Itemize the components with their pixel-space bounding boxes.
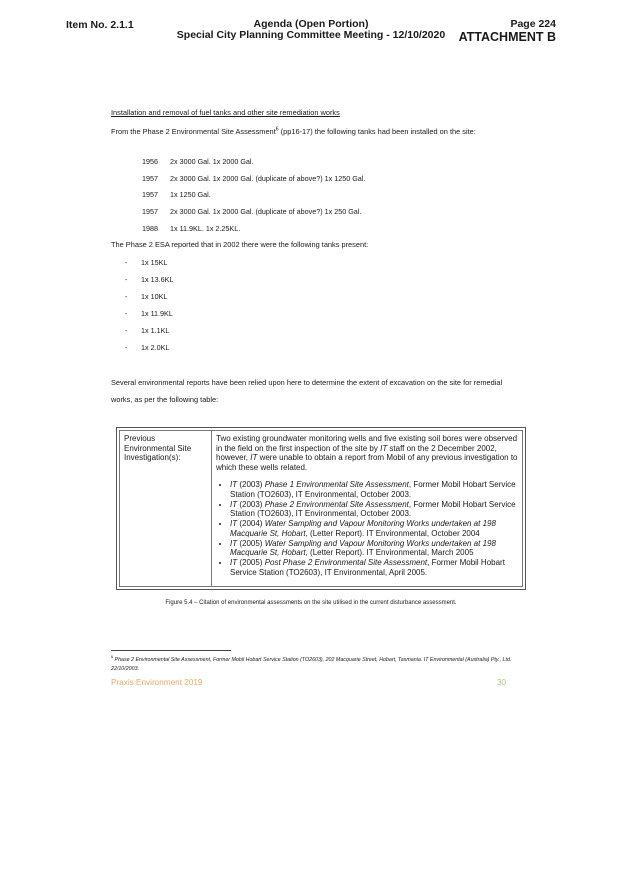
paragraph-tanks-2002: The Phase 2 ESA reported that in 2002 there were the following tanks present: bbox=[111, 240, 369, 249]
para1-text-end: (pp16-17) the following tanks had been installed on the site: bbox=[278, 127, 476, 136]
tank-year: 1956 bbox=[142, 157, 158, 166]
tank-row bbox=[142, 224, 240, 233]
tank-year: 1957 bbox=[142, 174, 158, 183]
tank-2002: 1x 13.6KL bbox=[141, 275, 174, 284]
tank-year: 1957 bbox=[142, 190, 158, 199]
footnote-ref: 6 bbox=[275, 126, 279, 133]
reference-item: • IT (2005) Post Phase 2 Environmental Site Assessment, Former Mobil Hobart Service Station (TO2603), IT Environmental, April 2005. bbox=[230, 558, 522, 577]
attachment-label: ATTACHMENT B bbox=[458, 30, 556, 44]
tank-year: 1988 bbox=[142, 224, 158, 233]
tank-desc: 2x 3000 Gal. 1x 2000 Gal. (duplicate of above?) 1x 1250 Gal. bbox=[170, 174, 366, 183]
page-number: Page 224 bbox=[510, 18, 556, 30]
table-label: Previous Environmental Site Investigation(s): bbox=[124, 434, 192, 462]
agenda-label: Agenda (Open Portion) bbox=[253, 18, 369, 30]
reference-list bbox=[216, 480, 522, 577]
paragraph-reports: Several environmental reports have been relied upon here to determine the extent of excavation on the site for remedial works, as per the following table: bbox=[111, 378, 503, 404]
footer-page-number: 30 bbox=[497, 678, 507, 687]
tank-2002: 1x 11.9KL bbox=[141, 309, 173, 318]
tank-2002: 1x 2.0KL bbox=[141, 343, 170, 352]
list-item: - 1x 15KL bbox=[125, 258, 168, 267]
list-item: - 1x 2.0KL bbox=[125, 343, 170, 352]
paragraph-tanks-installed bbox=[111, 124, 515, 141]
tank-row bbox=[142, 190, 211, 199]
footnote-marker: 6 bbox=[111, 655, 114, 660]
reference-item: • IT (2003) Phase 1 Environmental Site Assessment, Former Mobil Hobart Service Station (TO2603), IT Environmental, October 2003. bbox=[230, 480, 522, 499]
footnote bbox=[111, 656, 521, 674]
list-item: - 1x 11.9KL bbox=[125, 309, 173, 318]
page-info bbox=[459, 19, 556, 44]
reference-item: • IT (2004) Water Sampling and Vapour Monitoring Works undertaken at 198 Macquarie St, Hobart, (Letter Report). IT Environmental, October 2004 bbox=[230, 519, 522, 538]
tank-year: 1957 bbox=[142, 207, 158, 216]
reference-item: • IT (2003) Phase 2 Environmental Site Assessment, Former Mobil Hobart Service Station (TO2603), IT Environmental, October 2003. bbox=[230, 500, 522, 519]
figure-caption: Figure 5.4 – Citation of environmental assessments on the site utilised in the current disturbance assessment. bbox=[165, 600, 457, 606]
tank-desc: 2x 3000 Gal. 1x 2000 Gal. bbox=[170, 157, 254, 166]
page-header bbox=[66, 18, 556, 48]
tank-2002: 1x 1.1KL bbox=[141, 326, 170, 335]
tank-row bbox=[142, 157, 254, 166]
tank-desc: 1x 1250 Gal. bbox=[170, 190, 211, 199]
footer-company: Praxis Environment 2019 bbox=[111, 678, 203, 687]
investigations-table bbox=[116, 427, 526, 590]
item-number: Item No. 2.1.1 bbox=[66, 19, 134, 31]
list-item: - 1x 1.1KL bbox=[125, 326, 170, 335]
footnote-divider bbox=[111, 650, 231, 651]
section-title: Installation and removal of fuel tanks and other site remediation works bbox=[111, 108, 340, 117]
tank-2002: 1x 15KL bbox=[141, 258, 168, 267]
tank-desc: 2x 3000 Gal. 1x 2000 Gal. (duplicate of above?) 1x 250 Gal. bbox=[170, 207, 362, 216]
tank-desc: 1x 11.9KL. 1x 2.25KL. bbox=[170, 224, 241, 233]
table-intro: Two existing groundwater monitoring wells and five existing soil bores were observed in the field on the first inspection of the site by IT staff on the 2 December 2002, however, IT were unable to obtain a report from Mobil of any previous investigation to which these wells related. bbox=[216, 434, 518, 472]
table-divider bbox=[211, 431, 212, 586]
list-item: - 1x 10KL bbox=[125, 292, 168, 301]
footnote-text: Phase 2 Environmental Site Assessment, Former Mobil Hobart Service Station (TO2603), 202 Macquarie Street, Hobart, Tasmania. IT Environmental (Australia) Pty., Ltd. 22/10/2003. bbox=[111, 657, 512, 672]
meeting-label: Special City Planning Committee Meeting - 12/10/2020 bbox=[176, 29, 446, 41]
list-item: - 1x 13.6KL bbox=[125, 275, 174, 284]
para1-text: From the Phase 2 Environmental Site Assessment bbox=[111, 127, 276, 136]
tank-2002: 1x 10KL bbox=[141, 292, 168, 301]
tank-row bbox=[142, 207, 361, 216]
table-content bbox=[216, 434, 522, 578]
tank-row bbox=[142, 174, 365, 183]
reference-item: • IT (2005) Water Sampling and Vapour Monitoring Works undertaken at 198 Macquarie St, Hobart, (Letter Report). IT Environmental, March 2005 bbox=[230, 539, 522, 558]
